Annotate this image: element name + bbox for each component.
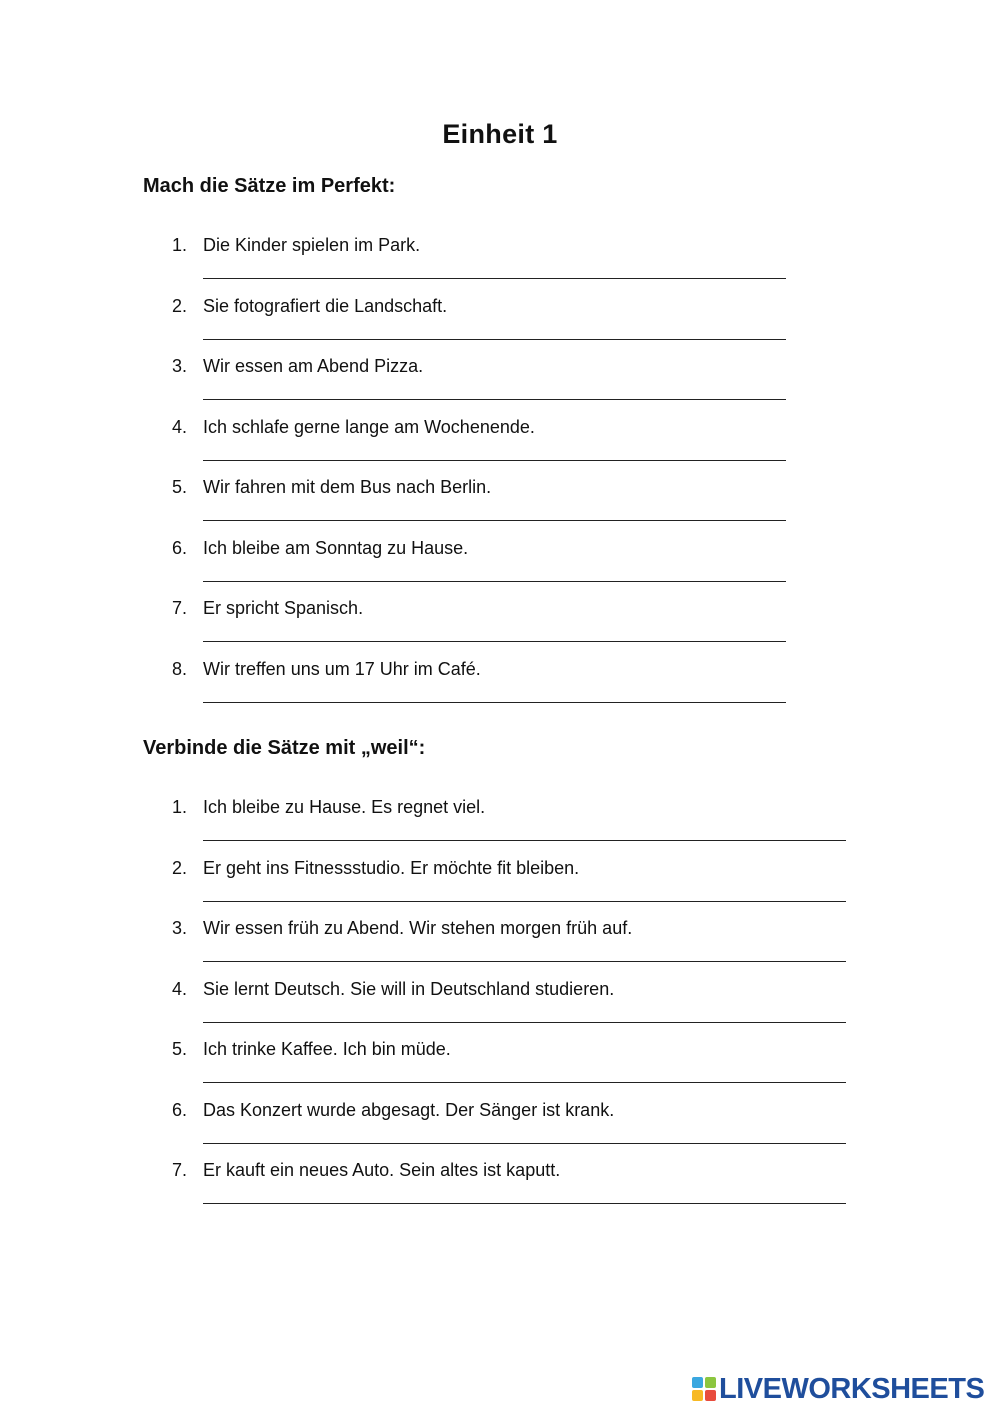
item-number: 4. — [172, 978, 188, 999]
exercise-2-item — [0, 796, 1000, 857]
page-title: Einheit 1 — [442, 119, 558, 149]
item-number: 6. — [172, 1099, 188, 1120]
answer-line[interactable] — [203, 961, 846, 962]
answer-line[interactable] — [203, 581, 786, 582]
item-number: 1. — [172, 797, 188, 817]
exercise-1-item — [0, 416, 1000, 477]
item-number: 3. — [172, 918, 188, 938]
item-sentence: Wir essen früh zu Abend. Wir stehen morgen früh auf. — [203, 918, 633, 938]
answer-line[interactable] — [203, 1082, 846, 1083]
logo-square-red — [705, 1390, 716, 1401]
item-number: 2. — [172, 295, 188, 316]
exercise-1-item — [0, 597, 1000, 658]
item-sentence: Wir essen am Abend Pizza. — [203, 356, 424, 376]
answer-line[interactable] — [203, 702, 786, 703]
item-sentence: Er spricht Spanisch. — [203, 598, 364, 618]
answer-line[interactable] — [203, 278, 786, 279]
exercise-1-item — [0, 234, 1000, 295]
exercise-2-item — [0, 857, 1000, 918]
exercise-2-item — [0, 1159, 1000, 1220]
liveworksheets-logo — [692, 1372, 984, 1406]
liveworksheets-logo-icon — [692, 1377, 716, 1401]
logo-square-blue — [692, 1377, 703, 1388]
answer-line[interactable] — [203, 641, 786, 642]
item-number: 2. — [172, 857, 188, 878]
exercise-2-heading: Verbinde die Sätze mit „weil“: — [143, 737, 426, 759]
item-sentence: Das Konzert wurde abgesagt. Der Sänger ist krank. — [203, 1099, 615, 1120]
item-sentence: Ich trinke Kaffee. Ich bin müde. — [203, 1039, 451, 1059]
item-sentence: Wir fahren mit dem Bus nach Berlin. — [203, 477, 492, 497]
exercise-1-item — [0, 355, 1000, 416]
item-number: 4. — [172, 416, 188, 437]
item-number: 7. — [172, 1160, 188, 1180]
item-sentence: Sie lernt Deutsch. Sie will in Deutschland studieren. — [203, 978, 615, 999]
item-sentence: Ich bleibe am Sonntag zu Hause. — [203, 537, 469, 558]
answer-line[interactable] — [203, 399, 786, 400]
answer-line[interactable] — [203, 1143, 846, 1144]
item-sentence: Wir treffen uns um 17 Uhr im Café. — [203, 658, 481, 679]
exercise-2-item — [0, 1038, 1000, 1099]
item-sentence: Die Kinder spielen im Park. — [203, 235, 421, 255]
item-number: 5. — [172, 477, 188, 497]
exercise-1-list — [0, 234, 1000, 718]
exercise-1-item — [0, 658, 1000, 719]
answer-line[interactable] — [203, 460, 786, 461]
item-sentence: Er geht ins Fitnessstudio. Er möchte fit bleiben. — [203, 857, 580, 878]
answer-line[interactable] — [203, 1203, 846, 1204]
exercise-2-item — [0, 978, 1000, 1039]
logo-square-green — [705, 1377, 716, 1388]
item-number: 6. — [172, 537, 188, 558]
answer-line[interactable] — [203, 339, 786, 340]
answer-line[interactable] — [203, 520, 786, 521]
exercise-2-list — [0, 796, 1000, 1220]
logo-text: LIVEWORKSHEETS — [719, 1373, 985, 1405]
exercise-1-item — [0, 537, 1000, 598]
item-number: 5. — [172, 1039, 188, 1059]
answer-line[interactable] — [203, 901, 846, 902]
item-sentence: Ich schlafe gerne lange am Wochenende. — [203, 416, 535, 437]
exercise-1-heading: Mach die Sätze im Perfekt: — [143, 175, 396, 197]
answer-line[interactable] — [203, 1022, 846, 1023]
exercise-1-item — [0, 295, 1000, 356]
item-number: 3. — [172, 356, 188, 376]
item-number: 1. — [172, 235, 188, 255]
logo-square-yellow — [692, 1390, 703, 1401]
exercise-2-item — [0, 1099, 1000, 1160]
item-sentence: Er kauft ein neues Auto. Sein altes ist kaputt. — [203, 1160, 561, 1180]
item-number: 7. — [172, 598, 188, 618]
item-sentence: Ich bleibe zu Hause. Es regnet viel. — [203, 797, 486, 817]
item-sentence: Sie fotografiert die Landschaft. — [203, 295, 448, 316]
answer-line[interactable] — [203, 840, 846, 841]
item-number: 8. — [172, 658, 188, 679]
exercise-1-item — [0, 476, 1000, 537]
exercise-2-item — [0, 917, 1000, 978]
